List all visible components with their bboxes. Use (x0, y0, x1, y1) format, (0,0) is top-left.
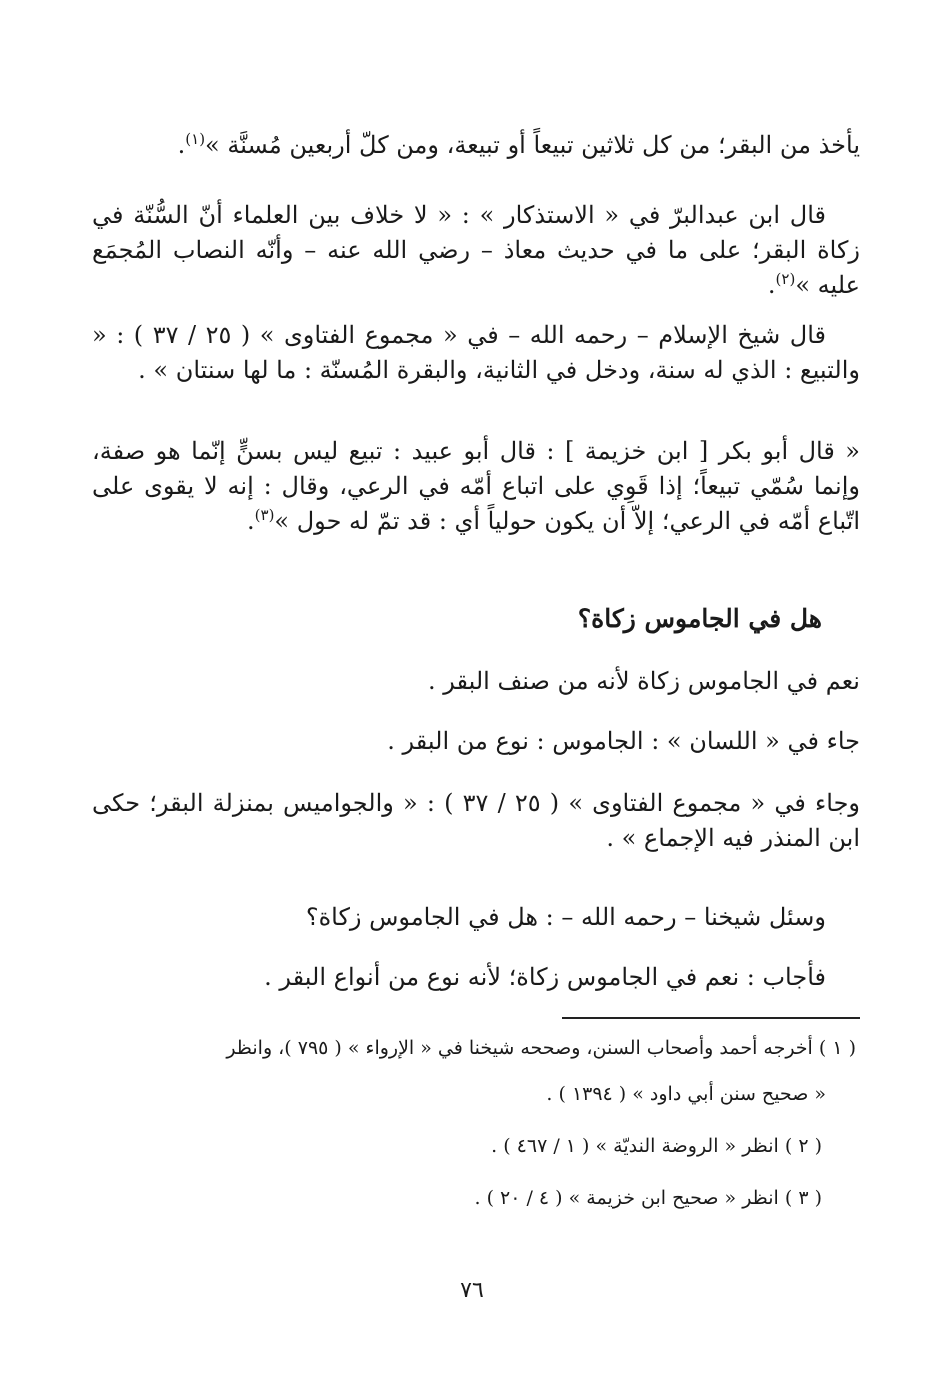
main-text-block-8 (92, 900, 860, 935)
page-number: ٧٦ (460, 1278, 484, 1303)
main-text-block-7 (92, 786, 860, 856)
main-text-block-5 (92, 664, 860, 699)
main-text-block-6 (92, 724, 860, 759)
main-text-block-2 (92, 198, 860, 302)
main-text-block-1 (92, 128, 860, 163)
section-heading: هل في الجاموس زكاة؟ (577, 604, 822, 633)
paragraph-4: « قال أبو بكر [ ابن خزيمة ] : قال أبو عبيد : تبيع ليس بسنٍّ إنّما هو صفة، وإنما سُمّي تبيعاً؛ إذا قَوِي على اتباع أمّه في الرعي، وقال : إنه لا يقوى على اتّباع أمّه في الرعي؛ إلاّ أن يكون حولياً أي : قد تمّ له حول »$^{(٣)}$. (92, 437, 860, 535)
main-text-block-9 (92, 960, 860, 995)
main-text-block-4 (92, 434, 860, 538)
paragraph-1: يأخذ من البقر؛ من كل ثلاثين تبيعاً أو تبيعة، ومن كلّ أربعين مُسنَّة »$^{(١)}$. (177, 130, 860, 159)
footnote-ref-2[interactable]: (٢) (775, 269, 796, 288)
paragraph-6: جاء في « اللسان » : الجاموس : نوع من البقر . (387, 727, 860, 755)
paragraph-7: وجاء في « مجموع الفتاوى » ( ٢٥ / ٣٧ ) : « والجواميس بمنزلة البقر؛ حكى ابن المنذر فيه الإجماع » . (92, 789, 861, 852)
paragraph-9: فأجاب : نعم في الجاموس زكاة؛ لأنه نوع من أنواع البقر . (264, 963, 826, 991)
footnote-1-line-2: « صحيح سنن أبي داود » ( ١٣٩٤ ) . (546, 1083, 826, 1105)
footnote-2: ( ٢ ) انظر « الروضة النديّة » ( ١ / ٤٦٧ ) . (491, 1135, 822, 1157)
paragraph-3: قال شيخ الإسلام – رحمه الله – في « مجموع الفتاوى » ( ٢٥ / ٣٧ ) : « والتبيع : الذي له سنة، ودخل في الثانية، والبقرة المُسنّة : ما لها سنتان » . (92, 321, 860, 384)
paragraph-8: وسئل شيخنا – رحمه الله – : هل في الجاموس زكاة؟ (305, 903, 826, 931)
paragraph-5: نعم في الجاموس زكاة لأنه من صنف البقر . (427, 667, 860, 695)
footnote-3: ( ٣ ) انظر « صحيح ابن خزيمة » ( ٤ / ٢٠ ) . (474, 1187, 822, 1209)
footnote-1-line-1: ( ١ ) أخرجه أحمد وأصحاب السنن، وصححه شيخنا في « الإرواء » ( ٧٩٥ )، وانظر (226, 1037, 856, 1059)
footnote-ref-3[interactable]: (٣) (254, 505, 275, 524)
footnote-ref-1[interactable]: (١) (185, 130, 206, 148)
main-text-block-3 (92, 318, 860, 388)
footnote-separator (562, 1017, 860, 1019)
paragraph-2: قال ابن عبدالبرّ في « الاستذكار » : « لا خلاف بين العلماء أنّ السُّنّة في زكاة البقر؛ على ما في حديث معاذ – رضي الله عنه – وأنّه النصاب المُجمَع عليه »$^{(٢)}$. (92, 201, 860, 299)
